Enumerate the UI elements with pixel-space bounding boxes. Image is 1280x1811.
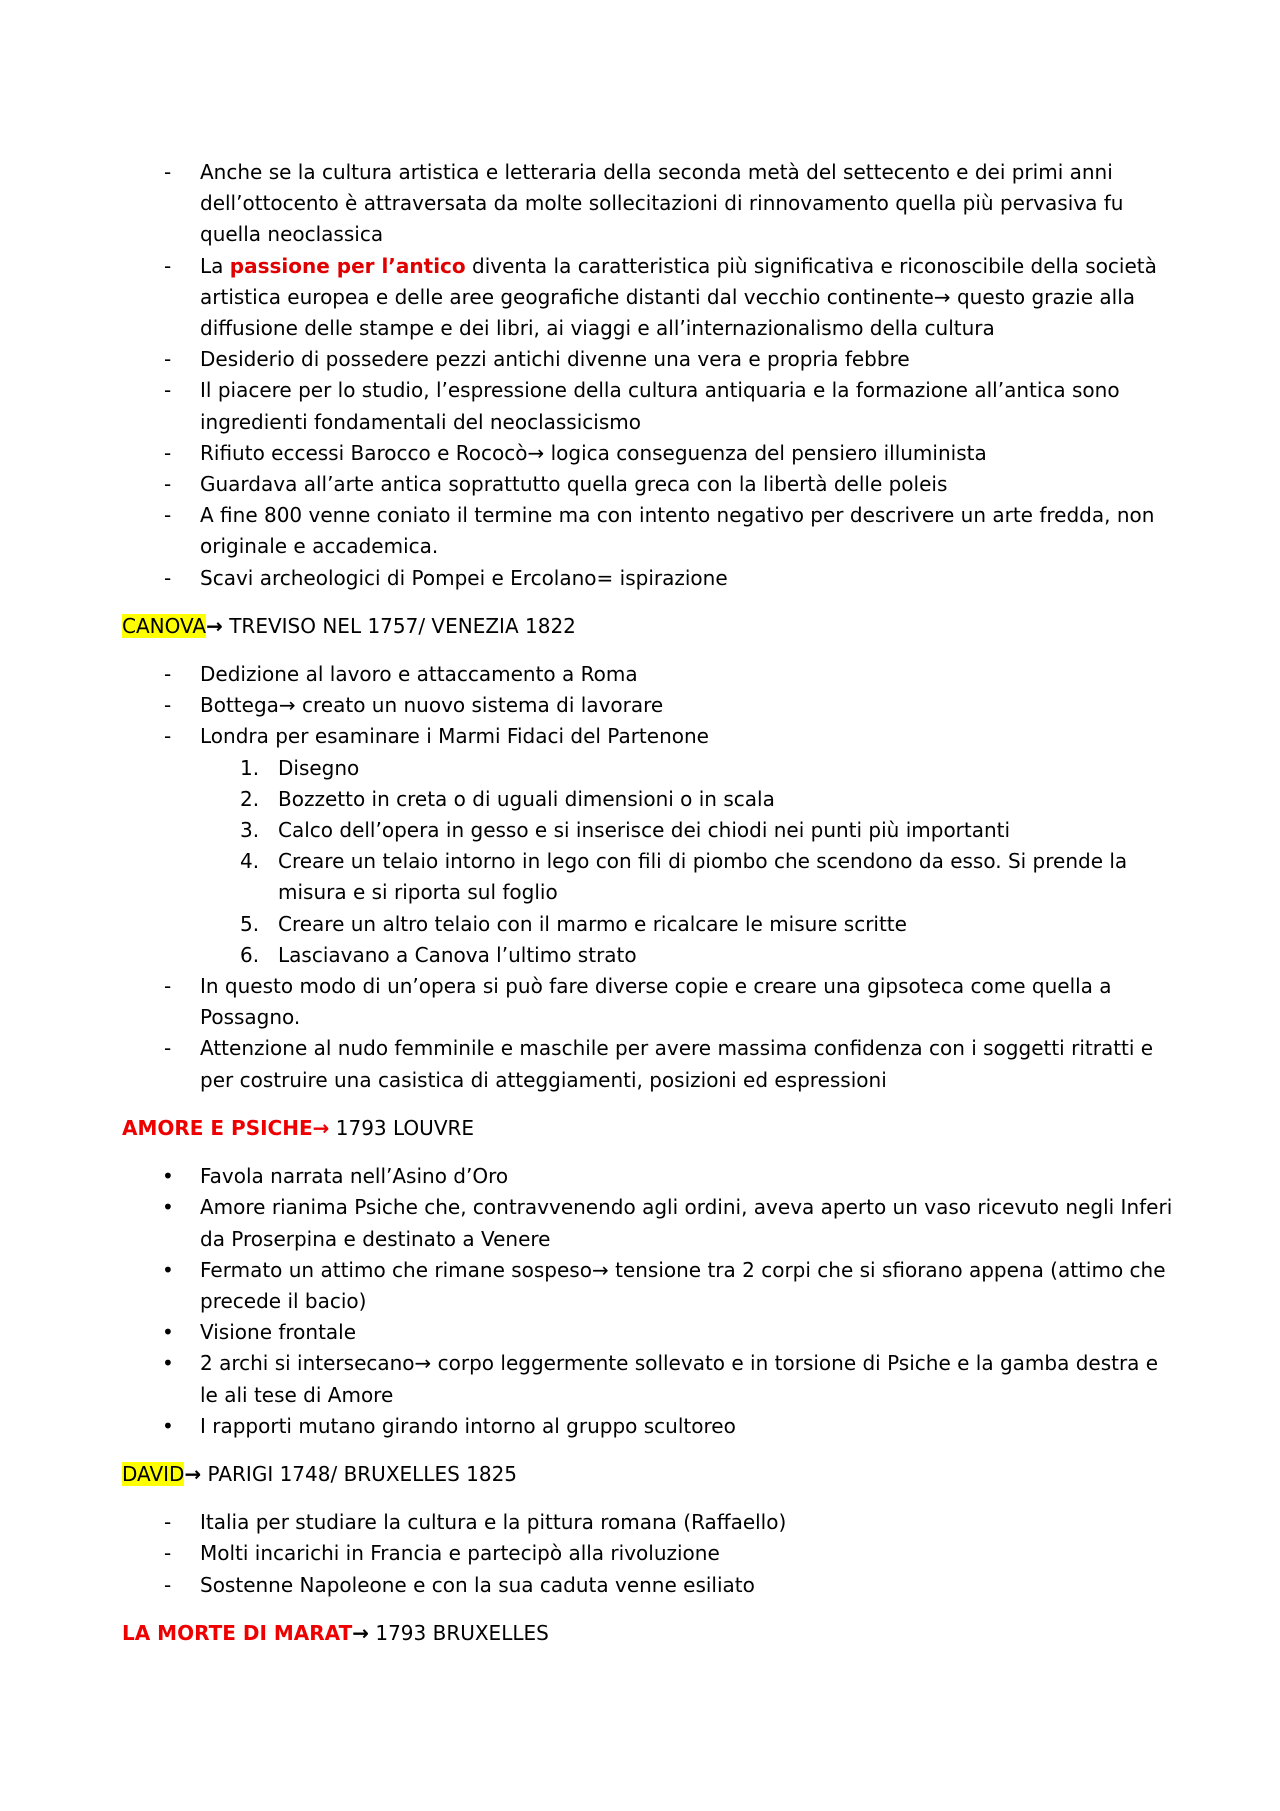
list-item: - Scavi archeologici di Pompei e Ercolano= ispirazione [122, 563, 1182, 594]
list-item: - Bottega→ creato un nuovo sistema di lavorare [122, 690, 1182, 721]
canova-list [122, 659, 1182, 753]
david-heading: DAVID→ PARIGI 1748/ BRUXELLES 1825 [122, 1461, 518, 1486]
step-item: 6. Lasciavano a Canova l’ultimo strato [240, 942, 637, 967]
step-item: 2. Bozzetto in creta o di uguali dimensioni o in scala [240, 786, 775, 811]
dash-marker: - [164, 160, 172, 184]
dash-marker: - [164, 974, 172, 999]
list-item: - Il piacere per lo studio, l’espressione della cultura antiquaria e la formazione all’antica sono ingredienti fondamentali del neoclassicismo [122, 375, 1182, 437]
dash-marker: - [164, 565, 172, 590]
list-item: - A fine 800 venne coniato il termine ma con intento negativo per descrivere un arte fredda, non originale e accademica. [122, 500, 1182, 562]
document-content [122, 157, 1182, 1666]
dash-marker: - [164, 1541, 172, 1566]
step-item: 3. Calco dell’opera in gesso e si inserisce dei chiodi nei punti più importanti [240, 818, 1011, 843]
highlighted-phrase: passione per l’antico [229, 253, 466, 278]
bullet-marker: • [162, 1413, 174, 1438]
list-item: • I rapporti mutano girando intorno al gruppo scultoreo [122, 1411, 1182, 1442]
list-item: - Attenzione al nudo femminile e maschile per avere massima confidenza con i soggetti ritratti e per costruire una casistica di atteggiamenti, posizioni ed espressioni [122, 1033, 1182, 1095]
canova-heading: CANOVA→ TREVISO NEL 1757/ VENEZIA 1822 [122, 613, 576, 638]
bullet-marker: • [162, 1351, 174, 1376]
marat-title: LA MORTE DI MARAT [122, 1620, 353, 1645]
dash-marker: - [164, 472, 172, 497]
amore-list [122, 1161, 1182, 1442]
dash-marker: - [164, 1510, 172, 1535]
david-list [122, 1507, 1182, 1601]
list-item: - Londra per esaminare i Marmi Fidaci del Partenone [122, 721, 1182, 752]
canova-name: CANOVA [122, 613, 207, 638]
canova-list-2 [122, 971, 1182, 1096]
list-item: - In questo modo di un’opera si può fare diverse copie e creare una gipsoteca come quella a Possagno. [122, 971, 1182, 1033]
list-item: - Molti incarichi in Francia e partecipò alla rivoluzione [122, 1538, 1182, 1569]
list-item: • Amore rianima Psiche che, contravvenendo agli ordini, aveva aperto un vaso ricevuto negli Inferi da Proserpina e destinato a Venere [122, 1192, 1182, 1254]
list-item: • Visione frontale [122, 1317, 1182, 1348]
canova-steps [122, 753, 1182, 971]
arrow-icon: → [184, 1461, 202, 1486]
marat-heading: LA MORTE DI MARAT→ 1793 BRUXELLES [122, 1620, 549, 1645]
dash-marker: - [164, 724, 172, 749]
list-item: • 2 archi si intersecano→ corpo leggermente sollevato e in torsione di Psiche e la gamba destra e le ali tese di Amore [122, 1348, 1182, 1410]
bullet-marker: • [162, 1195, 174, 1220]
amore-heading: AMORE E PSICHE→ 1793 LOUVRE [122, 1115, 475, 1140]
dash-marker: - [164, 1572, 172, 1597]
step-item: 5. Creare un altro telaio con il marmo e ricalcare le misure scritte [240, 911, 907, 936]
bullet-marker: • [162, 1320, 174, 1345]
dash-marker: - [164, 693, 172, 718]
step-item: 1. Disegno [240, 755, 360, 780]
list-item: - Sostenne Napoleone e con la sua caduta venne esiliato [122, 1570, 1182, 1601]
dash-marker: - [164, 503, 172, 528]
list-item: • Favola narrata nell’Asino d’Oro [122, 1161, 1182, 1192]
arrow-icon: → [206, 613, 223, 638]
david-name: DAVID [122, 1461, 185, 1486]
dash-marker: - [164, 662, 172, 687]
list-item: - Italia per studiare la cultura e la pittura romana (Raffaello) [122, 1507, 1182, 1538]
list-item: - Dedizione al lavoro e attaccamento a Roma [122, 659, 1182, 690]
arrow-icon: → [352, 1620, 369, 1645]
dash-marker: - [164, 347, 172, 372]
list-item: • Fermato un attimo che rimane sospeso→ tensione tra 2 corpi che si sfiorano appena (attimo che precede il bacio) [122, 1255, 1182, 1317]
bullet-marker: • [162, 1164, 174, 1189]
amore-title: AMORE E PSICHE [122, 1115, 313, 1140]
list-item: - Anche se la cultura artistica e letteraria della seconda metà del settecento e dei primi anni dell’ottocento è attraversata da molte sollecitazioni di rinnovamento quella più pervasiva fu quella neoclassica [122, 157, 1182, 251]
bullet-marker: • [162, 1257, 174, 1282]
intro-list [122, 157, 1182, 594]
step-item: 4. Creare un telaio intorno in lego con fili di piombo che scendono da esso. Si prende la misura e si riporta sul foglio [240, 849, 1128, 905]
arrow-icon: → [312, 1115, 330, 1140]
dash-marker: - [164, 440, 172, 465]
dash-marker: - [164, 378, 172, 403]
dash-marker: - [164, 1036, 172, 1061]
list-item: - Guardava all’arte antica soprattutto quella greca con la libertà delle poleis [122, 469, 1182, 500]
list-item: - La passione per l’antico diventa la caratteristica più significativa e riconoscibile della società artistica europea e delle aree geografiche distanti dal vecchio continente→ questo grazie alla diffusione delle stampe e dei libri, ai viaggi e all’internazionalismo della cultura [122, 251, 1182, 345]
dash-marker: - [164, 253, 172, 278]
list-item: - Desiderio di possedere pezzi antichi divenne una vera e propria febbre [122, 344, 1182, 375]
list-item: - Rifiuto eccessi Barocco e Rococò→ logica conseguenza del pensiero illuminista [122, 438, 1182, 469]
